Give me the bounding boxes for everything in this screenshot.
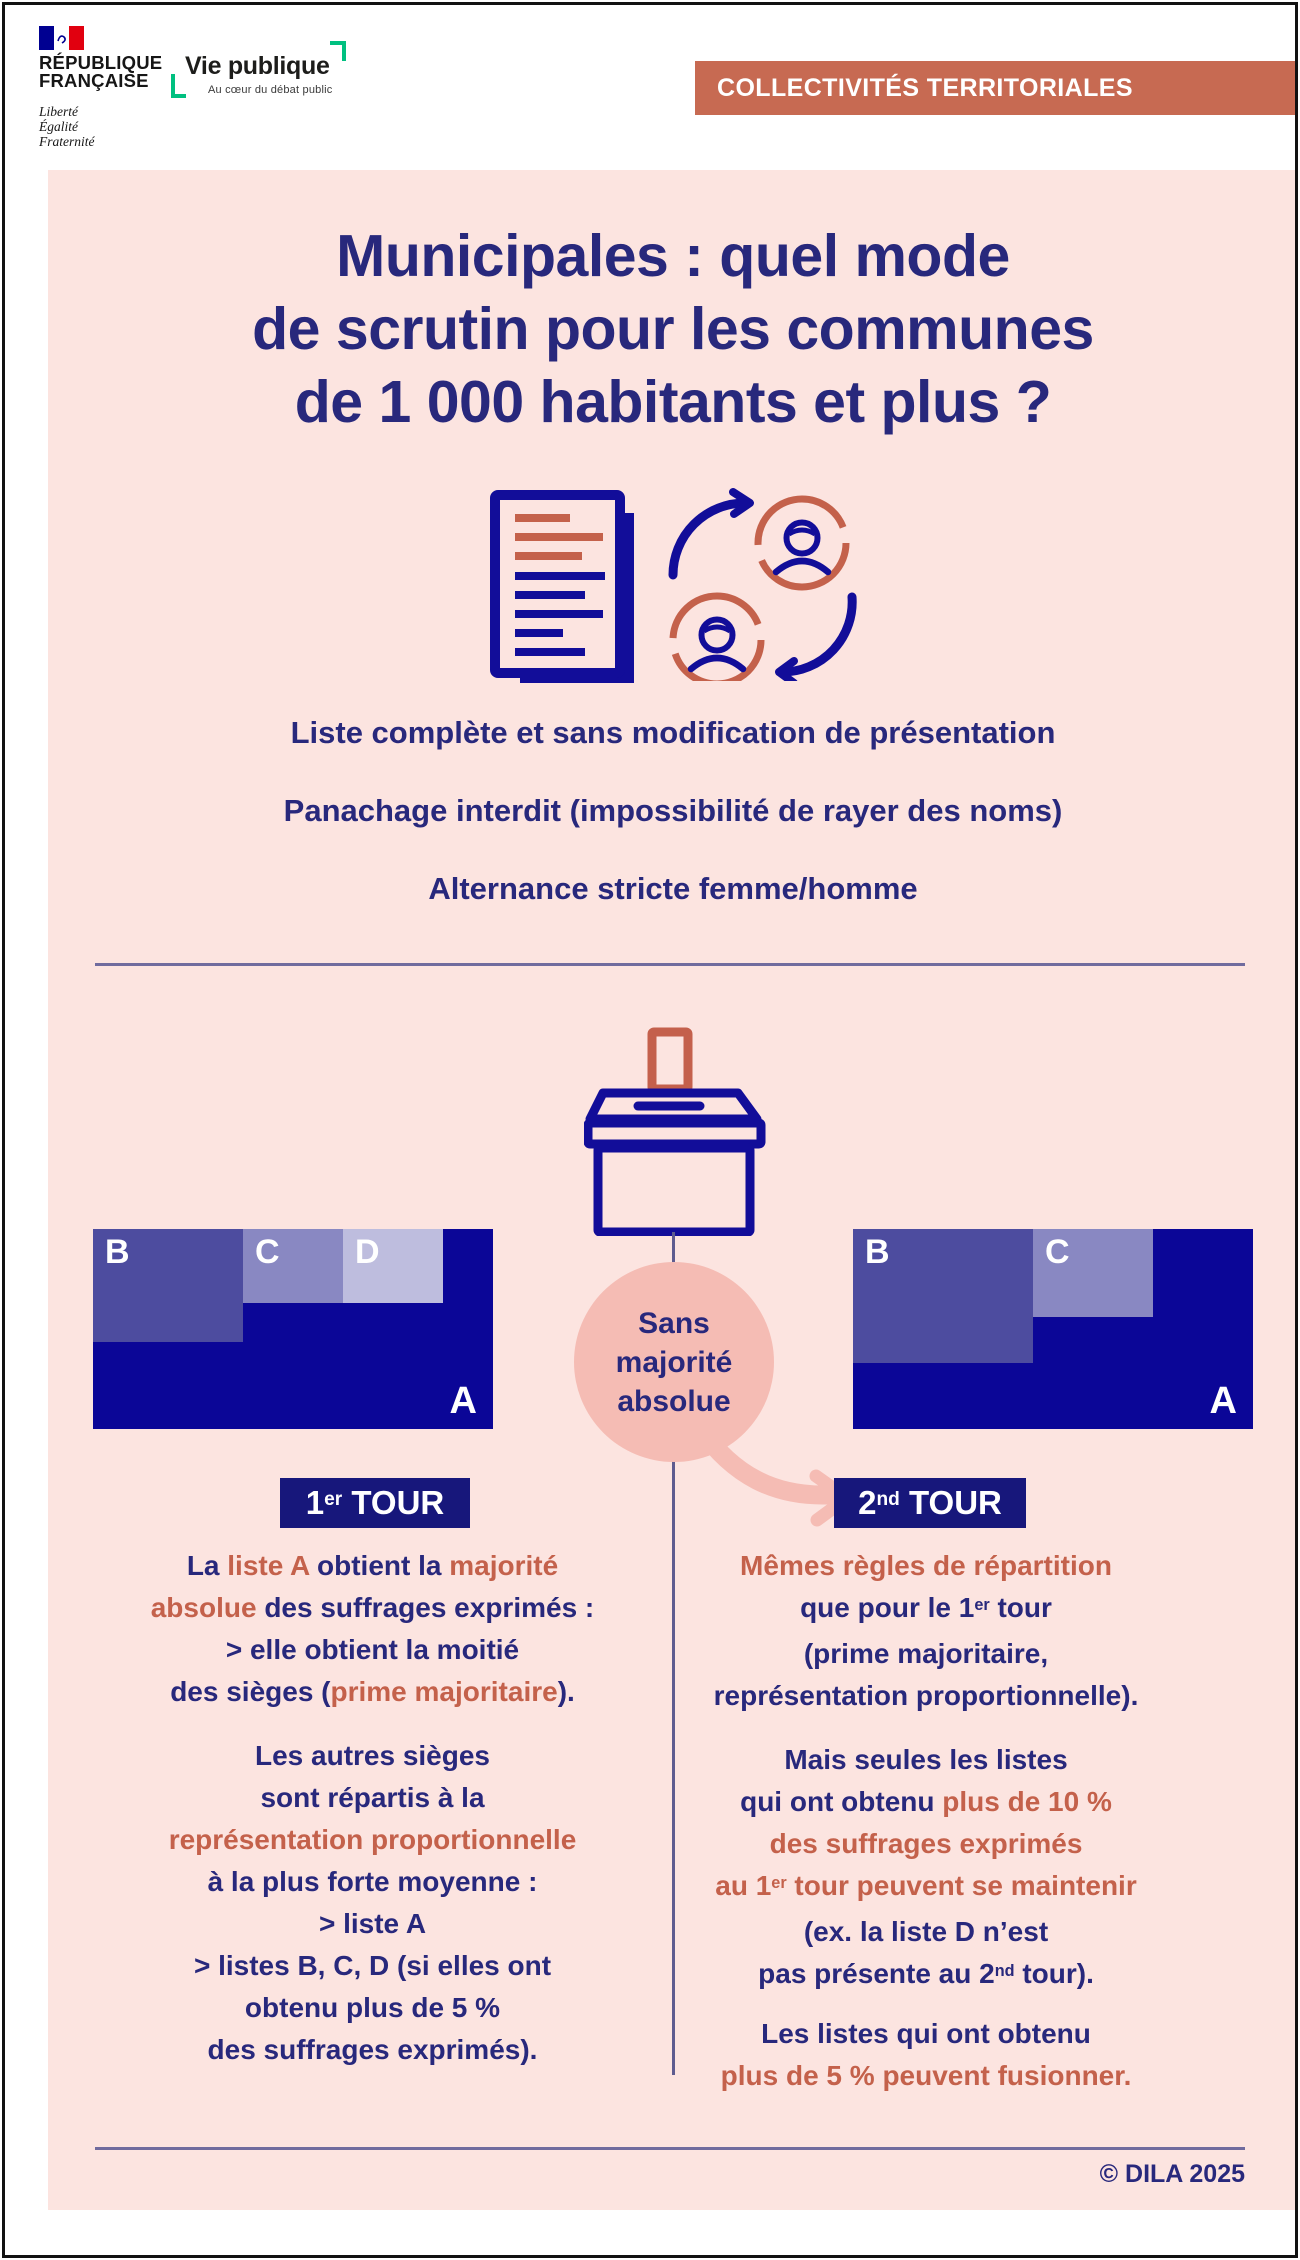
title-line: Municipales : quel mode <box>336 223 1010 289</box>
copyright-text: © DILA 2025 <box>1099 2160 1245 2188</box>
list-block-D <box>343 1229 443 1303</box>
republique-francaise-wordmark <box>39 54 162 90</box>
vie-publique-tagline: Au cœur du débat public <box>208 84 333 96</box>
page-title <box>48 220 1298 439</box>
text-line: représentation proportionnelle <box>168 1824 577 1855</box>
ballot-box-icon <box>584 1026 766 1236</box>
text-line: pas présente au 2nd tour). <box>758 1958 1094 1989</box>
text-line: > elle obtient la moitié <box>225 1634 520 1665</box>
paragraph <box>676 1545 1176 1717</box>
person-icon <box>776 523 828 573</box>
text-line: (ex. la liste D n’est <box>803 1916 1049 1947</box>
first-round-result-chart <box>93 1229 493 1429</box>
text-line: des suffrages exprimés <box>769 1828 1083 1859</box>
paragraph <box>676 1739 1176 1999</box>
text-line: Mais seules les listes <box>784 1744 1068 1775</box>
list-block-label: D <box>355 1233 380 1271</box>
text-line: Les autres sièges <box>254 1740 491 1771</box>
list-block-B <box>93 1229 243 1342</box>
text-line: au 1er tour peuvent se maintenir <box>715 1870 1137 1901</box>
text-line: à la plus forte moyenne : <box>207 1866 538 1897</box>
first-round-badge <box>280 1478 470 1528</box>
flag-blue-bar <box>39 26 54 50</box>
text-line: des suffrages exprimés). <box>207 2034 538 2065</box>
text-line: > liste A <box>318 1908 427 1939</box>
motto-line: Fraternité <box>39 134 95 149</box>
second-round-column <box>676 1545 1176 2119</box>
text-line: Mêmes règles de répartition <box>740 1550 1112 1581</box>
bubble-line: Sans <box>638 1307 710 1340</box>
list-block-label: B <box>105 1233 130 1271</box>
text-line: représentation proportionnelle). <box>713 1680 1139 1711</box>
french-flag-logo <box>39 26 84 50</box>
text-line: sont répartis à la <box>260 1782 485 1813</box>
text-line: qui ont obtenu plus de 10 % <box>740 1786 1112 1817</box>
flag-white-bar <box>54 26 69 50</box>
green-bracket-right-icon <box>330 41 346 61</box>
list-block-label-base: A <box>1209 1380 1237 1422</box>
paragraph <box>100 1545 645 1713</box>
second-round-badge <box>834 1478 1026 1528</box>
rule-text: Alternance stricte femme/homme <box>428 871 918 906</box>
title-line: de 1 000 habitants et plus ? <box>294 369 1052 435</box>
no-absolute-majority-bubble <box>574 1262 774 1462</box>
flag-red-bar <box>69 26 84 50</box>
footer-divider <box>95 2147 1245 2150</box>
candidate-list-icon <box>489 490 637 686</box>
text-line: des sièges (prime majoritaire). <box>170 1676 575 1707</box>
rf-line2: FRANÇAISE <box>39 70 149 91</box>
rule-text: Liste complète et sans modification de présentation <box>290 715 1056 750</box>
marianne-icon <box>54 26 69 50</box>
list-block-C <box>1033 1229 1153 1317</box>
list-block-label: C <box>255 1233 280 1271</box>
second-round-result-chart <box>853 1229 1253 1429</box>
text-line: > listes B, C, D (si elles ont <box>193 1950 552 1981</box>
title-line: de scrutin pour les communes <box>252 296 1094 362</box>
list-block-B <box>853 1229 1033 1363</box>
vie-publique-wordmark: Vie publique <box>185 52 330 80</box>
vie-publique-logo <box>171 38 371 108</box>
rf-line1: RÉPUBLIQUE <box>39 52 163 73</box>
bubble-line: majorité <box>615 1346 733 1379</box>
paragraph <box>100 1735 645 2071</box>
section-divider <box>95 963 1245 966</box>
motto-line: Liberté <box>39 104 78 119</box>
list-block-label-base: A <box>449 1380 477 1422</box>
person-icon <box>691 620 743 670</box>
topic-badge: COLLECTIVITÉS TERRITORIALES <box>695 61 1298 115</box>
motto-line: Égalité <box>39 119 78 134</box>
list-block-C <box>243 1229 343 1303</box>
text-line: Les listes qui ont obtenu <box>761 2018 1091 2049</box>
rule-text: Panachage interdit (impossibilité de rayer des noms) <box>283 793 1063 828</box>
text-line: La liste A obtient la majorité <box>186 1550 559 1581</box>
text-line: absolue des suffrages exprimés : <box>150 1592 595 1623</box>
text-line: (prime majoritaire, <box>803 1638 1049 1669</box>
text-line: plus de 5 % peuvent fusionner. <box>720 2060 1132 2091</box>
text-line: que pour le 1er tour <box>800 1592 1052 1623</box>
green-bracket-left-icon <box>171 74 186 98</box>
text-line: 1er TOUR <box>305 1484 445 1521</box>
list-block-label: B <box>865 1233 890 1271</box>
list-block-label: C <box>1045 1233 1070 1271</box>
bubble-line: absolue <box>617 1385 731 1418</box>
text-line: obtenu plus de 5 % <box>244 1992 501 2023</box>
rf-motto <box>39 104 95 149</box>
woman-man-alternation-icon <box>655 486 860 681</box>
text-line: 2nd TOUR <box>858 1484 1002 1521</box>
first-round-column <box>100 1545 645 2093</box>
paragraph <box>676 2013 1176 2097</box>
